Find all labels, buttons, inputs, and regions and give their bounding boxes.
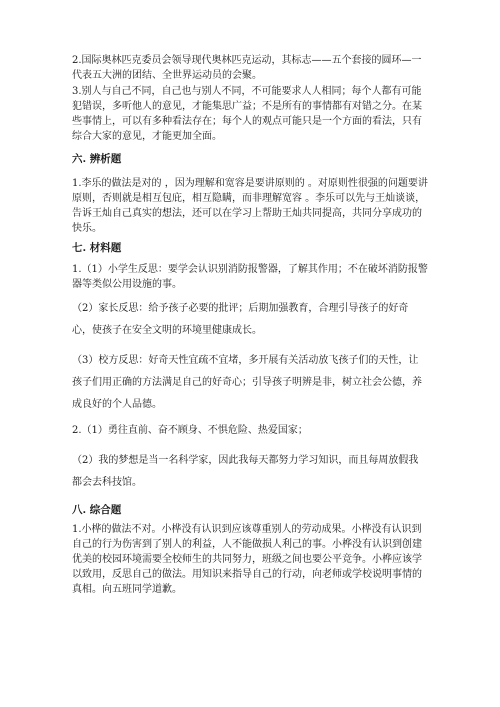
section-heading-analysis: 六. 辨析题 <box>72 153 122 165</box>
answer-student-reflection: 1.（1）小学生反思：要学会认识别消防报警器，了解其作用；不在破坏消防报警器等类似公用设施的事。 <box>72 264 428 290</box>
answer-dream: （2）我的梦想是当一名科学家，因此我每天都努力学习知识，而且每周放假我都会去科技馆。 <box>72 455 419 488</box>
answer-parent-reflection: （2）家长反思：给予孩子必要的批评；后期加强教育，合理引导孩子的好奇心，使孩子在安全文明的环境里健康成长。 <box>72 303 409 336</box>
section-heading-material: 七. 材料题 <box>72 242 122 254</box>
answer-lile: 1.李乐的做法是对的 ，因为理解和宽容是要讲原则的 。对原则性很强的问题要讲原则，否则就是相互包庇，相互隐瞒，而非理解宽容 。李乐可以先与王灿谈谈，告诉王灿自己真实的想法，还可以在学习上帮助王灿共同提高，共同分享成功的快乐。 <box>72 178 428 234</box>
answer-xiaohua: 1.小桦的做法不对。小桦没有认识到应该尊重别人的劳动成果。小桦没有认识到自己的行为伤害到了别人的利益，人不能做损人利己的事。小桦没有认识到创建优美的校园环境需要全校师生的共同努力，班级之间也要公平竞争。小桦应该学以致用，反思自己的做法。用知识来指导自己的行动，向老师或学校说明事情的真相。向五班同学道歉。 <box>72 524 422 595</box>
answer-school-reflection: （3）校方反思：好奇天性宜疏不宜堵，多开展有关活动放飞孩子们的天性，让孩子们用正确的方法满足自己的好奇心；引导孩子明辨是非，树立社会公德，养成良好的个人品德。 <box>72 355 422 410</box>
answer-olympic-rings: 2.国际奥林匹克委员会领导现代奥林匹克运动，其标志——五个套接的圆环—一代表五大洲的团结、全世界运动员的会聚。 <box>72 55 422 81</box>
section-heading-comprehensive: 八. 综合题 <box>72 504 122 516</box>
answer-brave-qualities: 2.（1）勇往直前、奋不顾身、不惧危险、热爱国家； <box>72 425 308 436</box>
answer-respect-differences: 3.别人与自己不同，自己也与别人不同，不可能要求人人相同；每个人都有可能犯错误，多听他人的意见，才能集思广益；不是所有的事情都有对错之分。在某些事情上，可以有多种看法存在；每个人的观点可能只是一个方面的看法，只有综合大家的意见，才能更加全面。 <box>72 86 422 142</box>
